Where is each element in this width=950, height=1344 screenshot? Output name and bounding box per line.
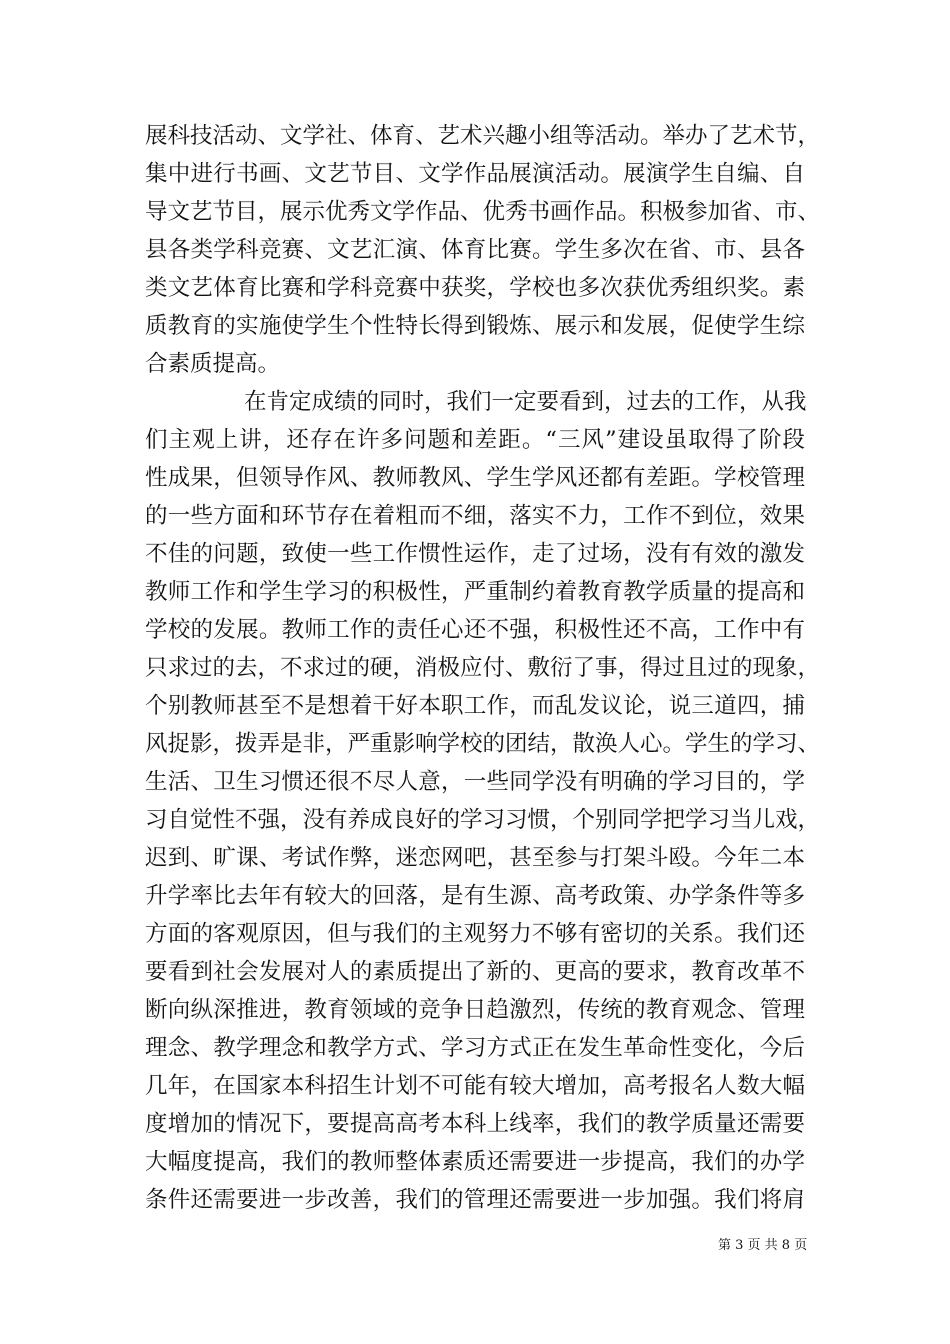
text-line: 只求过的去，不求过的硬，消极应付、敷衍了事，得过且过的现象， [145,655,821,681]
text-line: 性成果，但领导作风、教师教风、学生学风还都有差距。学校管理 [145,465,805,491]
text-line: 个别教师甚至不是想着干好本职工作，而乱发议论，说三道四，捕 [145,693,805,719]
text-line: 展科技活动、文学社、体育、艺术兴趣小组等活动。举办了艺术节， [145,123,821,149]
text-line: 度增加的情况下，要提高高考本科上线率，我们的教学质量还需要 [145,1111,805,1137]
text-line: 习自觉性不强，没有养成良好的学习习惯，个别同学把学习当儿戏， [145,807,821,833]
text-line: 学校的发展。教师工作的责任心还不强，积极性还不高，工作中有 [145,617,805,643]
text-line: 大幅度提高，我们的教师整体素质还需要进一步提高，我们的办学 [145,1149,805,1175]
page-number-footer: 第 3 页 共 8 页 [718,1238,808,1253]
text-line: 不佳的问题，致使一些工作惯性运作，走了过场，没有有效的激发 [145,541,805,567]
text-line: 的一些方面和环节存在着粗而不细，落实不力，工作不到位，效果 [145,503,805,529]
text-line: 导文艺节目，展示优秀文学作品、优秀书画作品。积极参加省、市、 [145,199,821,225]
text-line: 要看到社会发展对人的素质提出了新的、更高的要求，教育改革不 [145,959,805,985]
text-line: 升学率比去年有较大的回落，是有生源、高考政策、办学条件等多 [145,883,805,909]
text-line: 几年，在国家本科招生计划不可能有较大增加，高考报名人数大幅 [145,1073,805,1099]
text-line: 条件还需要进一步改善，我们的管理还需要进一步加强。我们将肩 [145,1187,805,1213]
text-line: 县各类学科竞赛、文艺汇演、体育比赛。学生多次在省、市、县各 [145,237,805,263]
text-line: 合素质提高。 [145,351,281,377]
text-line: 教师工作和学生学习的积极性，严重制约着教育教学质量的提高和 [145,579,805,605]
text-line-indented: 在肯定成绩的同时，我们一定要看到，过去的工作，从我 [244,389,807,415]
text-line: 质教育的实施使学生个性特长得到锻炼、展示和发展，促使学生综 [145,313,805,339]
text-line: 集中进行书画、文艺节目、文学作品展演活动。展演学生自编、自 [145,161,805,187]
text-line: 理念、教学理念和教学方式、学习方式正在发生革命性变化，今后 [145,1035,805,1061]
text-line: 风捉影，拨弄是非，严重影响学校的团结，散涣人心。学生的学习、 [145,731,821,757]
text-line: 迟到、旷课、考试作弊，迷恋网吧，甚至参与打架斗殴。今年二本 [145,845,805,871]
text-line: 生活、卫生习惯还很不尽人意，一些同学没有明确的学习目的，学 [145,769,805,795]
text-line: 方面的客观原因，但与我们的主观努力不够有密切的关系。我们还 [145,921,805,947]
text-line: 类文艺体育比赛和学科竞赛中获奖，学校也多次获优秀组织奖。素 [145,275,805,301]
text-line: 们主观上讲，还存在许多问题和差距。“三风”建设虽取得了阶段 [145,427,805,453]
text-line: 断向纵深推进，教育领域的竞争日趋激烈，传统的教育观念、管理 [145,997,805,1023]
